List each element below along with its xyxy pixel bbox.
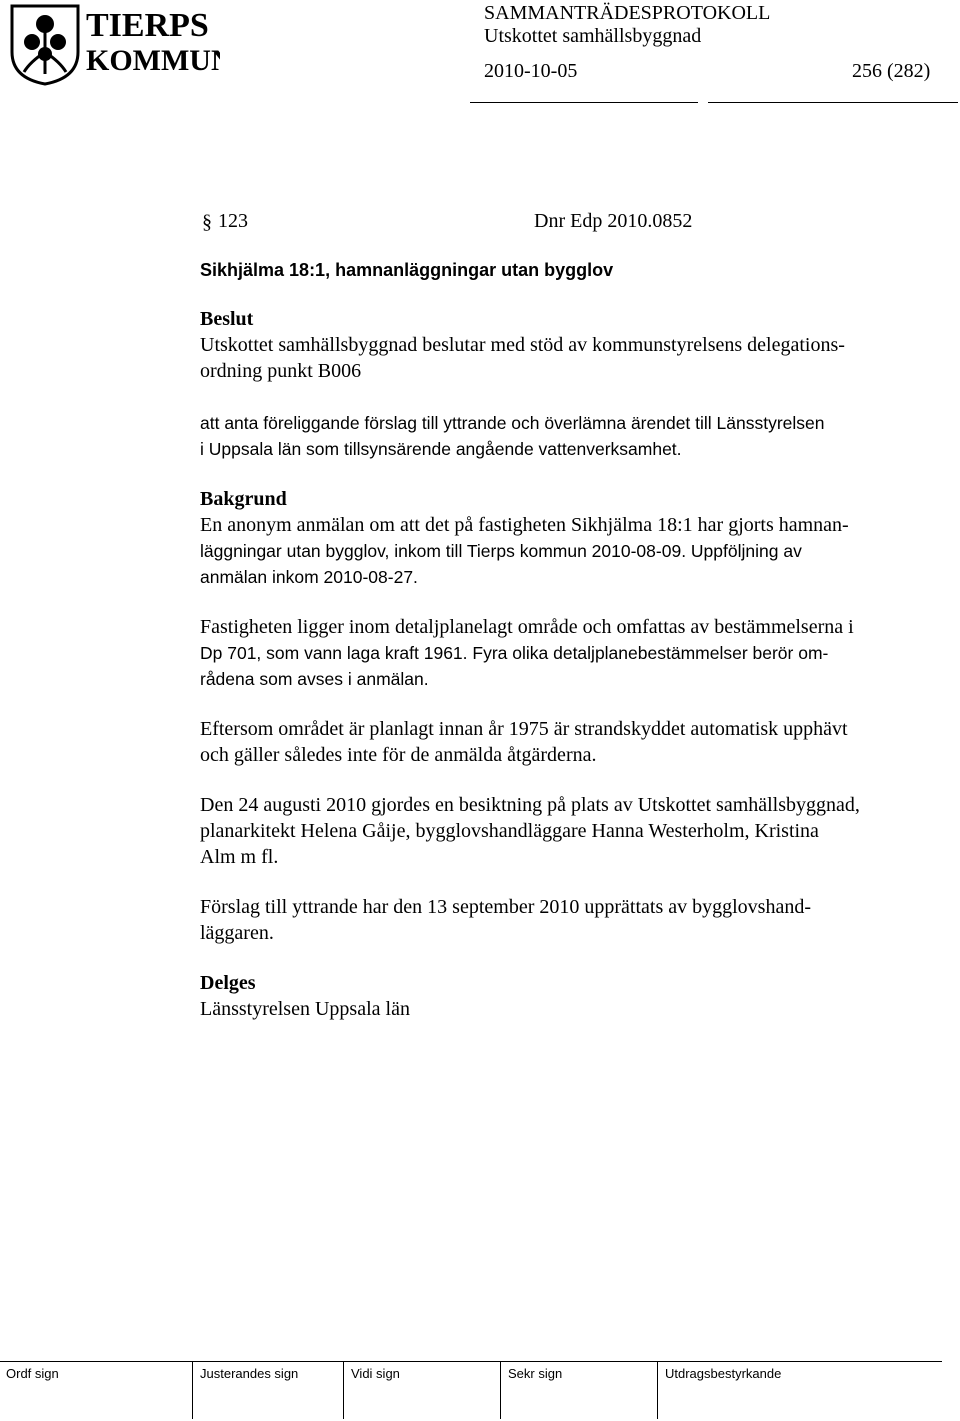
svg-text:§: § <box>202 212 212 231</box>
coat-of-arms-icon <box>10 2 220 86</box>
paragraph-line: Den 24 augusti 2010 gjordes en besiktning på plats av Utskottet samhällsbyggnad, <box>200 794 860 816</box>
case-dnr: Dnr Edp 2010.0852 <box>534 210 693 232</box>
footer-separator <box>192 1361 193 1419</box>
paragraph-line: rådena som avses i anmälan. <box>200 669 429 689</box>
bakgrund-heading: Bakgrund <box>200 488 287 510</box>
delges-heading: Delges <box>200 972 256 994</box>
beslut-line: ordning punkt B006 <box>200 360 362 382</box>
paragraph-line: läggningar utan bygglov, inkom till Tierps kommun 2010-08-09. Uppföljning av <box>200 541 802 561</box>
footer-separator <box>500 1361 501 1419</box>
beslut-line: Utskottet samhällsbyggnad beslutar med stöd av kommunstyrelsens delegations- <box>200 334 845 356</box>
paragraph-line: Eftersom området är planlagt innan år 1975 är strandskyddet automatisk upphävt <box>200 718 848 740</box>
case-title: Sikhjälma 18:1, hamnanläggningar utan bygglov <box>200 260 614 280</box>
paragraph-line: anmälan inkom 2010-08-27. <box>200 567 418 587</box>
svg-text:KOMMUN: KOMMUN <box>86 44 220 77</box>
paragraph-line: Fastigheten ligger inom detaljplanelagt område och omfattas av bestämmelserna i <box>200 616 854 638</box>
paragraph-line: och gäller således inte för de anmälda åtgärderna. <box>200 744 597 766</box>
paragraph-line: Förslag till yttrande har den 13 september 2010 upprättats av bygglovshand- <box>200 896 811 918</box>
paragraph-line: Alm m fl. <box>200 846 279 868</box>
beslut-line: att anta föreliggande förslag till yttrande och överlämna ärendet till Länsstyrelsen <box>200 413 825 433</box>
signature-label-sekr: Sekr sign <box>508 1366 563 1381</box>
footer-separator <box>657 1361 658 1419</box>
section-sign-icon <box>202 212 214 231</box>
municipality-logo <box>10 2 220 86</box>
case-number: 123 <box>218 210 248 232</box>
paragraph-line: Dp 701, som vann laga kraft 1961. Fyra olika detaljplanebestämmelser berör om- <box>200 643 829 663</box>
paragraph-line: planarkitekt Helena Gåije, bygglovshandläggare Hanna Westerholm, Kristina <box>200 820 819 842</box>
footer-separator <box>343 1361 344 1419</box>
header-rule-left <box>470 102 698 103</box>
svg-text:TIERPS: TIERPS <box>86 7 209 44</box>
signature-label-justerandes: Justerandes sign <box>200 1366 299 1381</box>
page-number: 256 (282) <box>852 60 931 82</box>
paragraph-line: läggaren. <box>200 922 274 944</box>
delges-recipient: Länsstyrelsen Uppsala län <box>200 998 410 1020</box>
paragraph-line: En anonym anmälan om att det på fastigheten Sikhjälma 18:1 har gjorts hamnan- <box>200 514 849 536</box>
signature-label-utdragsbestyrkande: Utdragsbestyrkande <box>665 1366 782 1381</box>
header-rule-right <box>708 102 958 103</box>
signature-label-vidi: Vidi sign <box>351 1366 400 1381</box>
beslut-line: i Uppsala län som tillsynsärende angående vattenverksamhet. <box>200 439 682 459</box>
document-type: SAMMANTRÄDESPROTOKOLL <box>484 2 771 24</box>
committee-name: Utskottet samhällsbyggnad <box>484 25 702 47</box>
meeting-date: 2010-10-05 <box>484 60 578 82</box>
beslut-heading: Beslut <box>200 308 254 330</box>
footer-rule <box>0 1361 942 1362</box>
signature-label-ordf: Ordf sign <box>6 1366 59 1381</box>
